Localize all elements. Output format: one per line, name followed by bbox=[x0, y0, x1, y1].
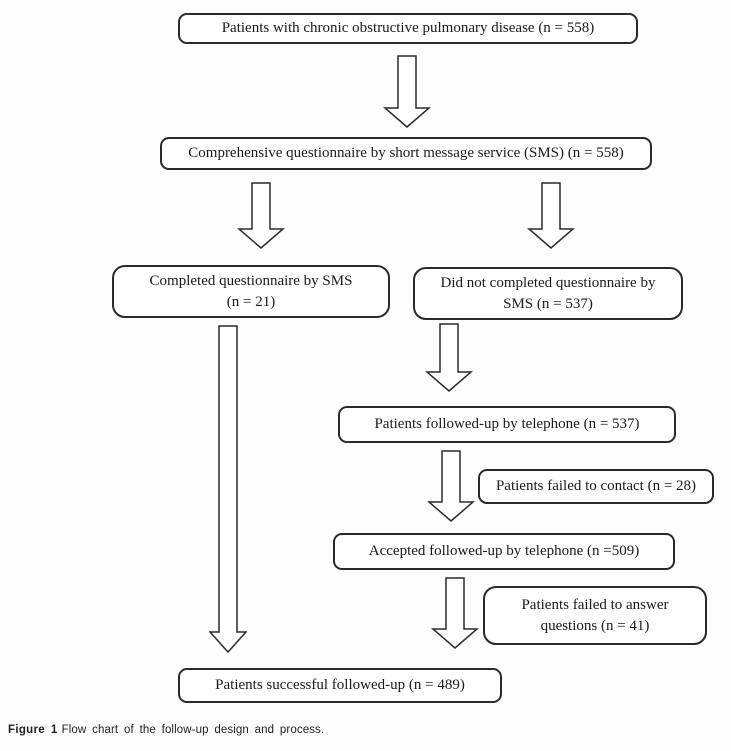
node-failed-answer-line1: Patients failed to answer bbox=[521, 596, 669, 613]
node-accepted-followup-text: Accepted followed-up by telephone (n =509) bbox=[368, 543, 640, 559]
node-telephone-followup bbox=[338, 406, 676, 443]
down-arrow-icon bbox=[383, 55, 431, 129]
node-telephone-followup-text: Patients followed-up by telephone (n = 537) bbox=[374, 416, 640, 432]
down-arrow-icon bbox=[431, 577, 479, 650]
down-arrow-icon bbox=[425, 323, 473, 393]
down-arrow-icon bbox=[237, 182, 285, 250]
node-failed-answer bbox=[483, 586, 707, 645]
down-arrow-icon bbox=[427, 450, 475, 523]
node-sms-questionnaire-text: Comprehensive questionnaire by short message service (SMS) (n = 558) bbox=[188, 145, 624, 161]
node-successful-followup bbox=[178, 668, 502, 703]
down-arrow-icon bbox=[209, 325, 247, 653]
figure-caption-label: Figure 1 bbox=[8, 724, 58, 736]
node-sms-questionnaire bbox=[160, 137, 652, 170]
node-failed-contact-text: Patients failed to contact (n = 28) bbox=[495, 478, 697, 494]
node-failed-contact bbox=[478, 469, 714, 504]
node-copd-patients bbox=[178, 13, 638, 44]
figure-caption bbox=[8, 724, 324, 736]
node-completed-sms bbox=[112, 265, 390, 318]
node-completed-sms-line1: Completed questionnaire by SMS bbox=[149, 272, 353, 289]
node-completed-sms-line2: (n = 21) bbox=[226, 293, 276, 310]
node-not-completed-sms-line2: SMS (n = 537) bbox=[503, 295, 593, 312]
node-accepted-followup bbox=[333, 533, 675, 570]
node-successful-followup-text: Patients successful followed-up (n = 489) bbox=[215, 677, 465, 693]
node-not-completed-sms bbox=[413, 267, 683, 320]
node-failed-answer-line2: questions (n = 41) bbox=[540, 617, 650, 634]
node-not-completed-sms-line1: Did not completed questionnaire by bbox=[440, 274, 656, 291]
node-copd-patients-text: Patients with chronic obstructive pulmonary disease (n = 558) bbox=[221, 20, 595, 36]
figure-caption-text: Flow chart of the follow-up design and process. bbox=[61, 724, 325, 736]
down-arrow-icon bbox=[527, 182, 575, 250]
